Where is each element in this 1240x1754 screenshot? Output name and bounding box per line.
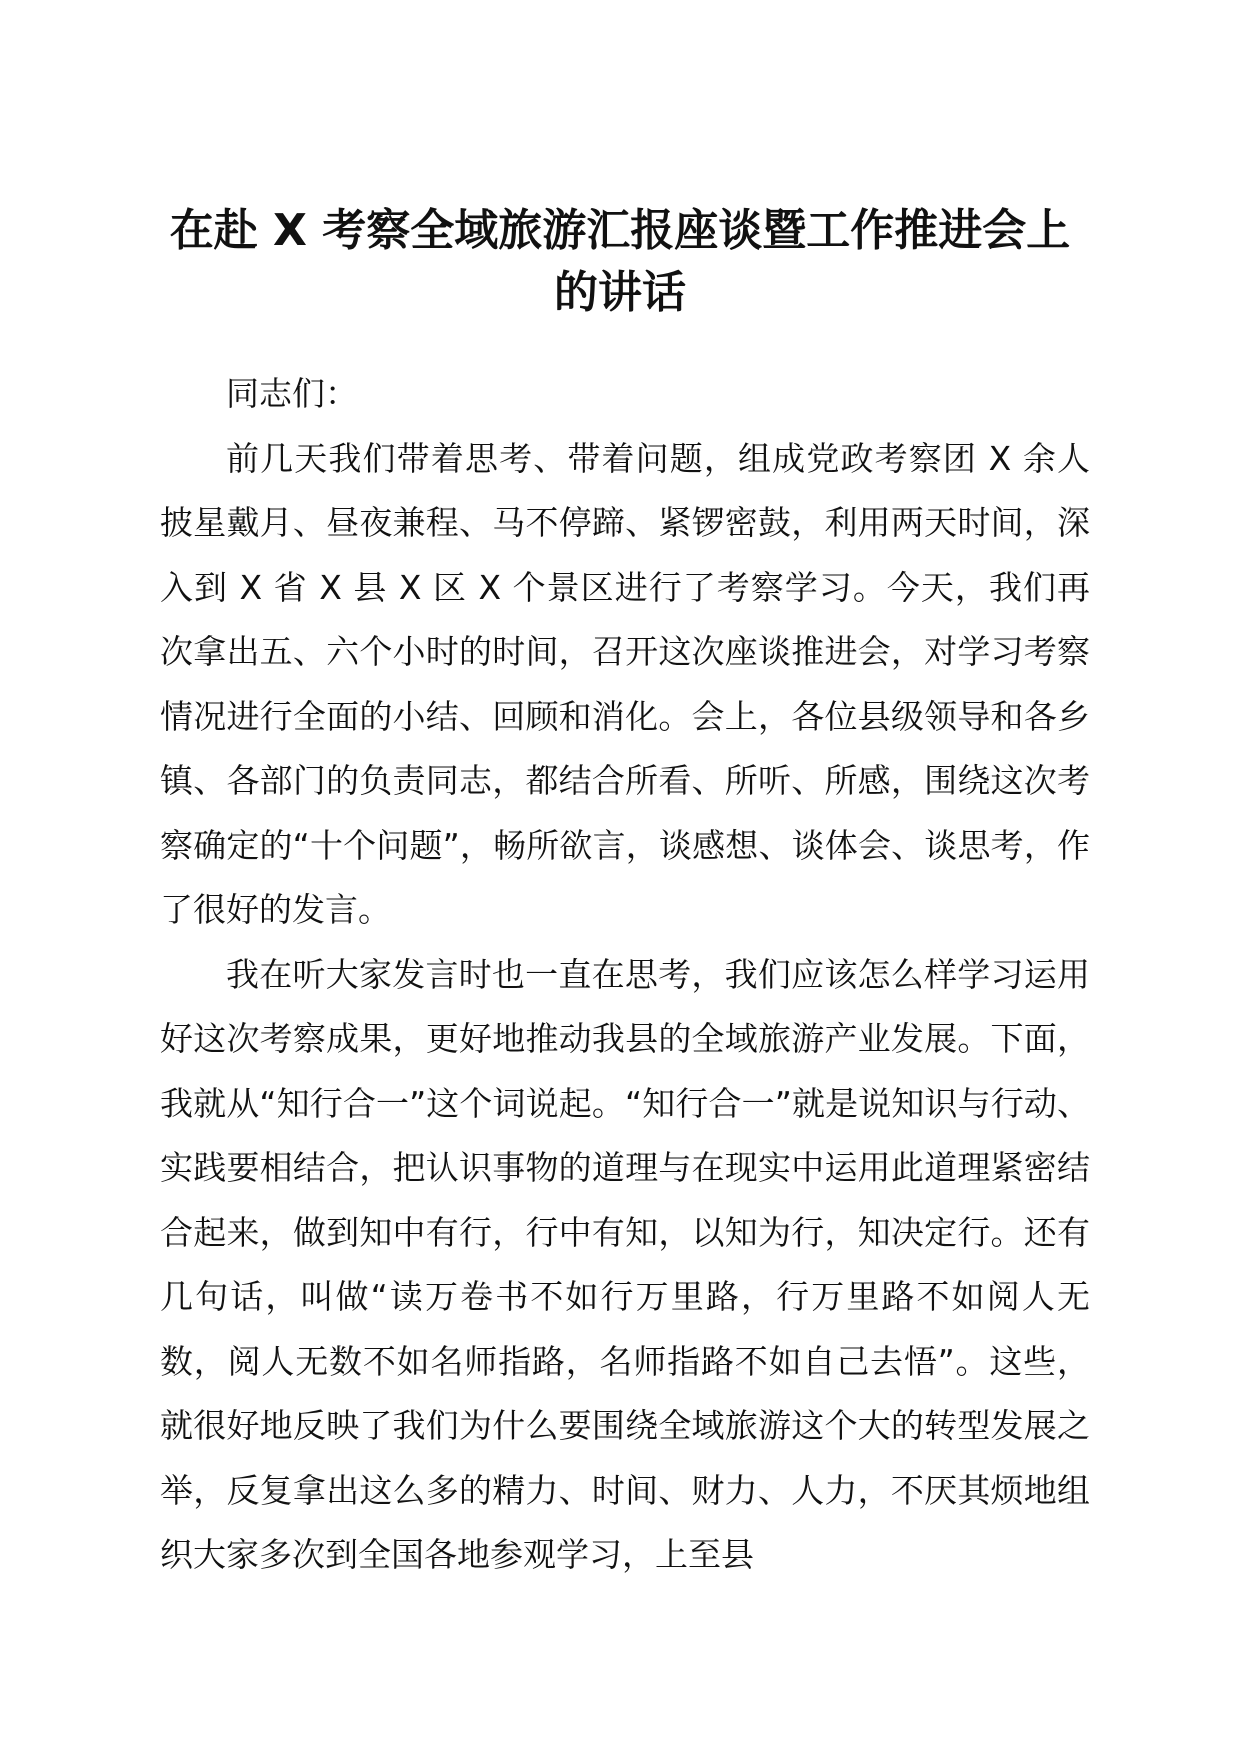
document-body bbox=[160, 362, 1090, 1588]
document-title: 在赴 X 考察全域旅游汇报座谈暨工作推进会上的讲话 bbox=[169, 205, 1071, 318]
salutation-paragraph: 同志们： bbox=[226, 374, 358, 413]
body-paragraph-1: 前几天我们带着思考、带着问题，组成党政考察团 X 余人披星戴月、昼夜兼程、马不停蹄、紧锣密鼓，利用两天时间，深入到 X 省 X 县 X 区 X 个景区进行了考察学习。今天，我们再次拿出五、六个小时的时间，召开这次座谈推进会，对学习考察情况进行全面的小结、回顾和消化。会上，各位县级领导和各乡镇、各部门的负责同志，都结合所看、所听、所感，围绕这次考察确定的“十个问题”，畅所欲言，谈感想、谈体会、谈思考，作了很好的发言。 bbox=[160, 438, 1090, 929]
body-paragraph-2: 我在听大家发言时也一直在思考，我们应该怎么样学习运用好这次考察成果，更好地推动我县的全域旅游产业发展。下面，我就从“知行合一”这个词说起。“知行合一”就是说知识与行动、实践要相结合，把认识事物的道理与在现实中运用此道理紧密结合起来，做到知中有行，行中有知，以知为行，知决定行。还有几句话，叫做“读万卷书不如行万里路，行万里路不如阅人无数，阅人无数不如名师指路，名师指路不如自己去悟”。这些，就很好地反映了我们为什么要围绕全域旅游这个大的转型发展之举，反复拿出这么多的精力、时间、财力、人力，不厌其烦地组织大家多次到全国各地参观学习，上至县 bbox=[160, 954, 1090, 1574]
